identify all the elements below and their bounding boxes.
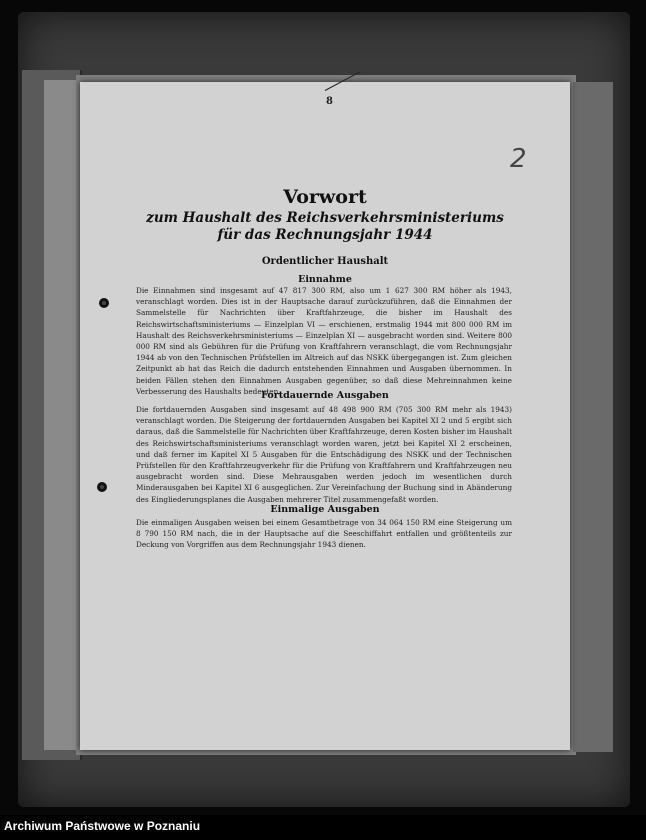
document-subtitle-2: für das Rechnungsjahr 1944: [217, 227, 433, 243]
heading-einmalige-ausgaben: Einmalige Ausgaben: [270, 504, 380, 515]
footer-bar: [0, 815, 646, 840]
page-number: 8: [326, 96, 334, 107]
punch-hole-top: [99, 298, 109, 308]
pencil-annotation: 2: [510, 144, 527, 174]
archive-credit: Archiwum Państwowe w Poznaniu: [4, 819, 201, 833]
heading-einnahme: Einnahme: [298, 274, 352, 285]
paragraph-einnahme: Die Einnahmen sind insgesamt auf 47 817 300 RM, also um 1 627 300 RM höher als 1943, veranschlagt worden. Dies ist in der Hauptsache darauf zurückzuführen, daß die Einnahmen der Sammelstelle für Nachrichten über Kraftfahrzeuge, die bisher im Haushalt des Reichswirtschaftsministeriums — Einzelplan VI — erschienen, erstmalig 1944 mit 800 000 RM im Haushalt des Reichsverkehrsministeriums — Einzelplan XI — ausgebracht worden sind. Weitere 800 000 RM sind als Gebühren für die Prüfung von Kraftfahrern veranschlagt, die vom Rechnungsjahr 1944 ab von den Technischen Prüfstellen im Altreich auf das NSKK übergegangen ist. Zum gleichen Zeitpunkt ab hat das Reich die dadurch entstehenden Einnahmen und Ausgaben übernommen. In beiden Fällen stehen den Einnahmen Ausgaben gegenüber, so daß diese Mehreinnahmen keine Verbesserung des Haushalts bedeuten.: [136, 286, 512, 396]
document-title: Vorwort: [283, 186, 367, 208]
document-page: [80, 82, 570, 750]
paragraph-fortdauernde-ausgaben: Die fortdauernden Ausgaben sind insgesamt auf 48 498 900 RM (705 300 RM mehr als 1943) veranschlagt worden. Die Steigerung der fortdauernden Ausgaben bei Kapitel XI 2 und 5 ergibt sich daraus, daß die Sammelstelle für Nachrichten über Kraftfahrzeuge, deren Kosten bisher im Haushalt des Reichswirtschaftsministeriums veranschlagt worden waren, jetzt bei Kapitel XI 2 erscheinen, und daß ferner im Kapitel XI 5 Ausgaben für die Entschädigung des NSKK und der Technischen Prüfstellen für den Kraftfahrzeugverkehr für die Prüfung von Kraftfahrern und Kraftfahrzeugen neu ausgebracht worden sind. Diese Mehrausgaben werden jedoch im wesentlichen durch Minderausgaben bei Kapitel XI 6 ausgeglichen. Zur Vereinfachung der Buchung sind in Abänderung des Eingliederungsplanes die Ausgaben mehrerer Titel zusammengefaßt worden.: [136, 405, 512, 504]
document-subtitle-1: zum Haushalt des Reichsverkehrsministeriums: [146, 210, 504, 226]
punch-hole-bottom: [97, 482, 107, 492]
section-title: Ordentlicher Haushalt: [261, 256, 389, 267]
page-edge: [573, 82, 613, 752]
paragraph-einmalige-ausgaben: Die einmaligen Ausgaben weisen bei einem Gesamtbetrage von 34 064 150 RM eine Steigerung um 8 790 150 RM nach, die in der Hauptsache auf die Seeschiffahrt entfallen und größtenteils zur Deckung von Vorgriffen aus dem Rechnungsjahr 1943 dienen.: [136, 518, 512, 550]
heading-fortdauernde-ausgaben: Fortdauernde Ausgaben: [261, 390, 389, 401]
